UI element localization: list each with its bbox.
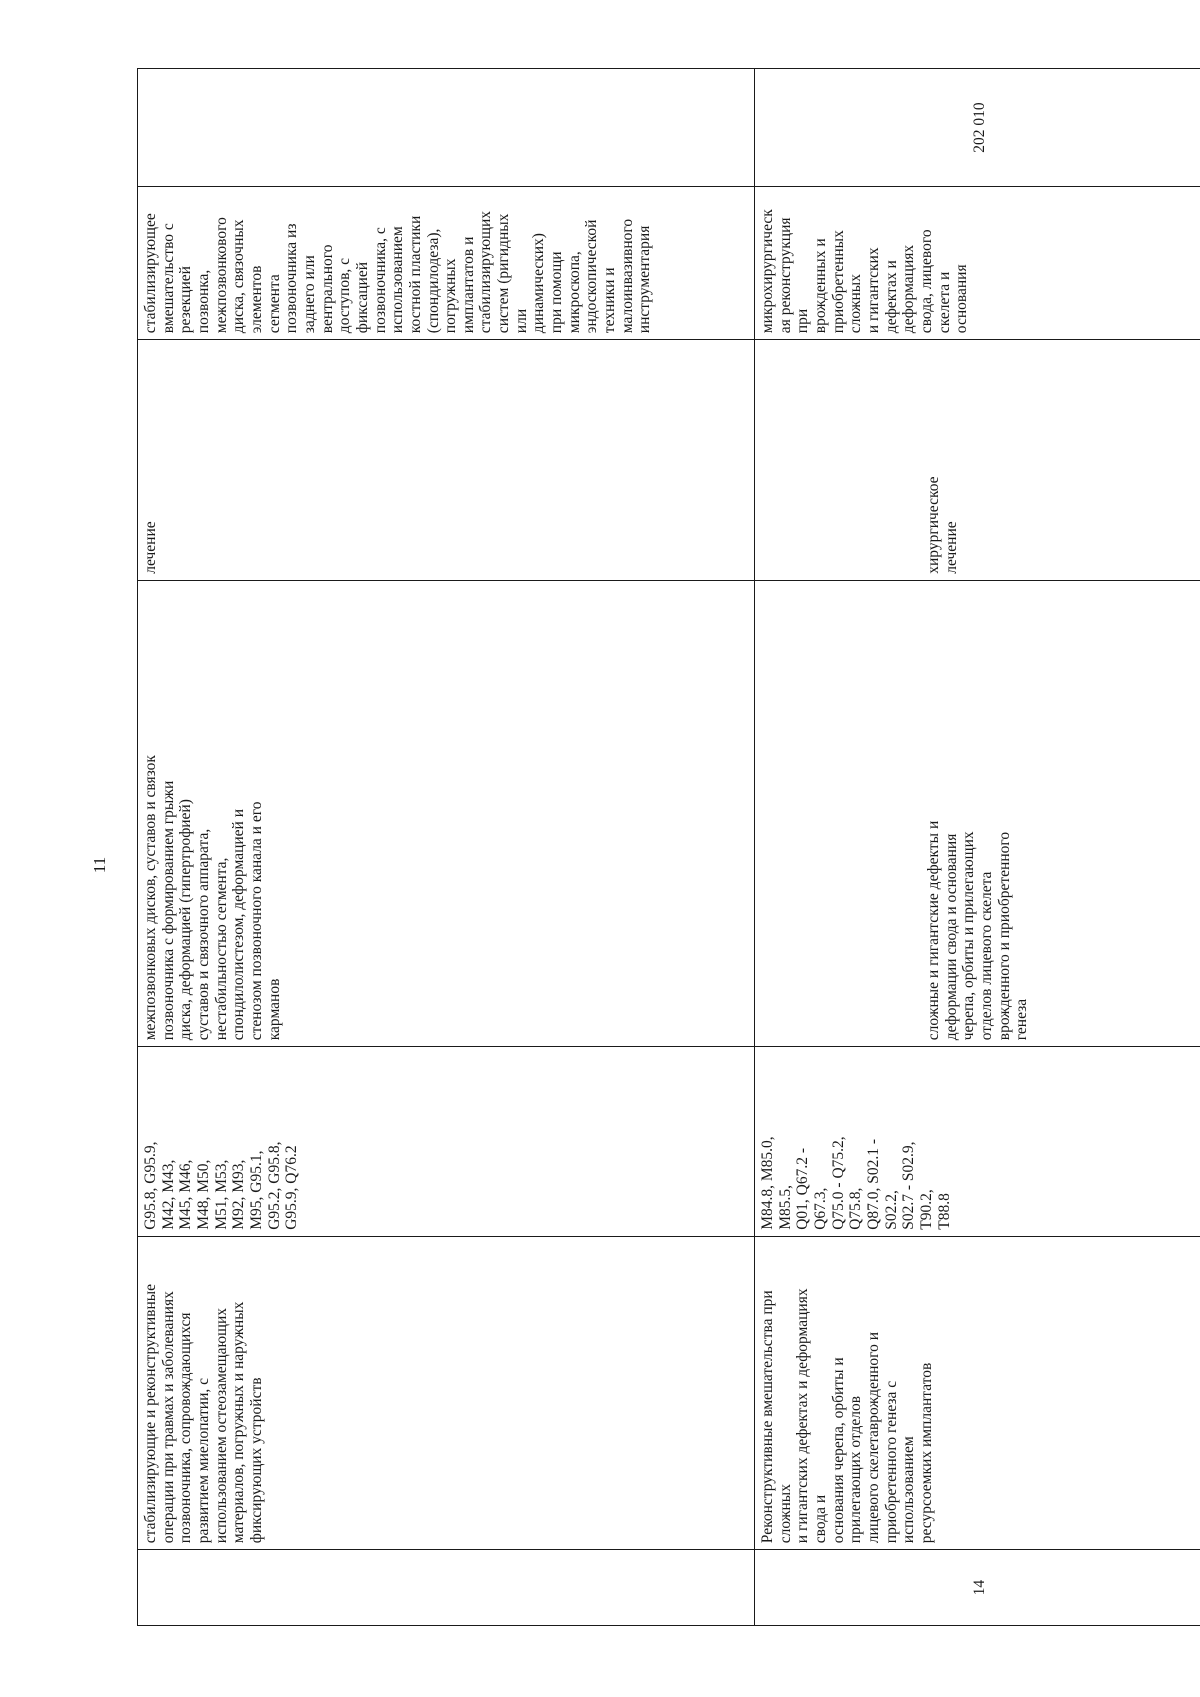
cell-procedure-group: стабилизирующие и реконструктивные операции при травмах и заболеваниях позвоночника, сопровождающихся развитием миелопатии, с использованием остеозамещающих материалов, погружных и наружных фиксирующих устройств <box>138 1236 755 1549</box>
cell-treatment-type: хирургическое лечение <box>755 340 1200 581</box>
page-number: 11 <box>90 856 109 874</box>
cell-number <box>138 1550 755 1626</box>
table-row <box>755 69 1200 1626</box>
cell-cost <box>138 69 755 187</box>
table-row <box>138 69 755 1626</box>
cell-icd-codes: G95.8, G95.9, M42, M43, M45, M46, M48, M50, M51, M53, M92, M93, M95, G95.1, G95.2, G95.8, G95.9, Q76.2 <box>138 1047 755 1237</box>
cell-number: 14 <box>755 1550 1200 1626</box>
cell-method: стабилизирующее вмешательство с резекцией позвонка, межпозвонкового диска, связочных элементов сегмента позвоночника из заднего или вентрального доступов, с фиксацией позвоночника, с использованием костной пластики (спондилодеза), погружных имплантатов и стабилизирующих систем (ригидных или динамических) при помощи микроскопа, эндоскопической техники и малоинвазивного инструментария <box>138 187 755 340</box>
cell-patient-model: межпозвонковых дисков, суставов и связок позвоночника с формированием грыжи диска, деформацией (гипертрофией) суставов и связочного аппарата, нестабильностью сегмента, спондилолистезом, деформацией и стенозом позвоночного канала и его карманов <box>138 580 755 1047</box>
cell-icd-codes: M84.8, M85.0, M85.5, Q01, Q67.2 - Q67.3, Q75.0 - Q75.2, Q75.8, Q87.0, S02.1 - S02.2, S02.7 - S02.9, T90.2, T88.8 <box>755 1047 1200 1237</box>
cell-procedure-group: Реконструктивные вмешательства при сложных и гигантских дефектах и деформациях свода и основания черепа, орбиты и прилегающих отделов лицевого скелетаврожденного и приобретенного генеза с использованием ресурсоемких имплантатов <box>755 1236 1200 1549</box>
cell-patient-model: сложные и гигантские дефекты и деформации свода и основания черепа, орбиты и прилегающих отделов лицевого скелета врожденного и приобретенного генеза <box>755 580 1200 1047</box>
cell-cost: 202 010 <box>755 69 1200 187</box>
cell-treatment-type: лечение <box>138 340 755 581</box>
procedures-table <box>137 68 1200 1626</box>
cell-method: микрохирургическ ая реконструкция при врожденных и приобретенных сложных и гигантских дефектах и деформациях свода, лицевого скелета и основания <box>755 187 1200 340</box>
